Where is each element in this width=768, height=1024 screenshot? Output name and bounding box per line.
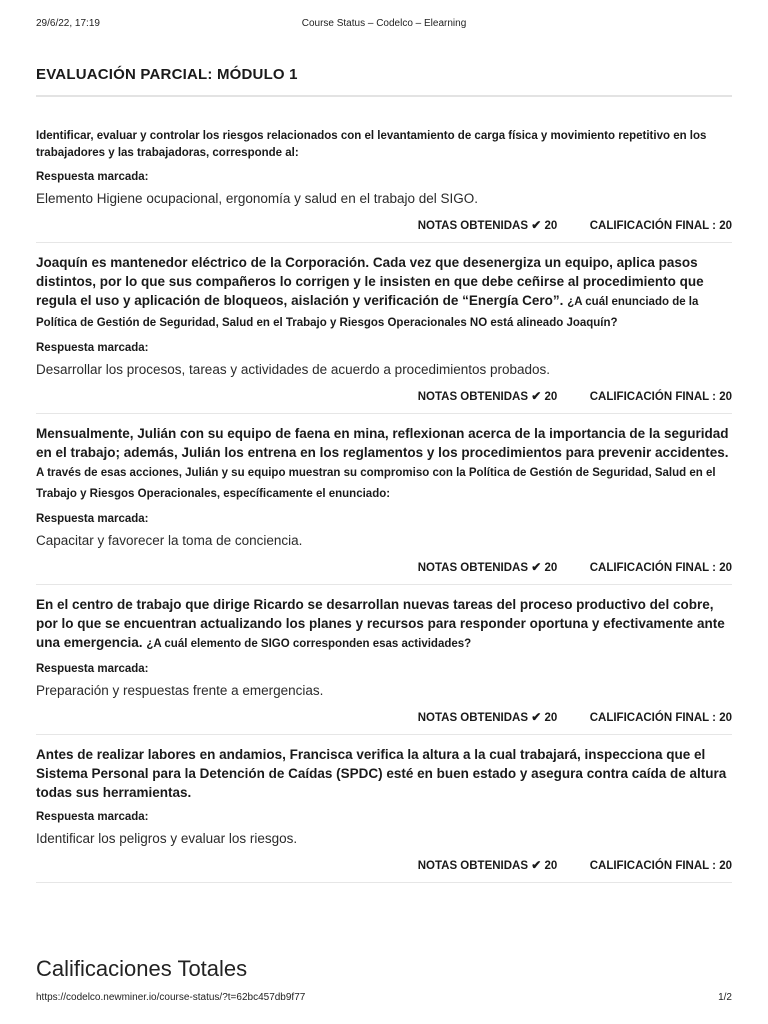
title-divider: [36, 95, 732, 97]
notes-value: 20: [544, 220, 558, 232]
question-prompt: ¿A cuál elemento de SIGO corresponden esas actividades?: [146, 638, 472, 650]
answer-label: Respuesta marcada:: [36, 513, 149, 525]
question-text: [36, 745, 732, 802]
notes-value: 20: [544, 712, 558, 724]
check-icon: ✔: [531, 389, 542, 403]
score-line: [36, 218, 732, 232]
print-date: 29/6/22, 17:19: [36, 18, 100, 29]
notes-label: NOTAS OBTENIDAS: [417, 220, 529, 232]
final-label: CALIFICACIÓN FINAL :: [589, 860, 716, 872]
notes-label: NOTAS OBTENIDAS: [417, 391, 529, 403]
marked-answer: Identificar los peligros y evaluar los riesgos.: [36, 831, 298, 846]
totals-heading: Calificaciones Totales: [36, 956, 248, 981]
notes-value: 20: [544, 391, 558, 403]
question-item: [36, 414, 732, 585]
notes-label: NOTAS OBTENIDAS: [417, 860, 529, 872]
score-line: [36, 389, 732, 403]
final-label: CALIFICACIÓN FINAL :: [589, 712, 716, 724]
answer-label: Respuesta marcada:: [36, 811, 149, 823]
page-title: EVALUACIÓN PARCIAL: MÓDULO 1: [36, 66, 298, 83]
marked-answer: Elemento Higiene ocupacional, ergonomía y salud en el trabajo del SIGO.: [36, 191, 479, 206]
page-number: 1/2: [718, 992, 732, 1003]
notes-value: 20: [544, 860, 558, 872]
final-value: 20: [719, 860, 732, 872]
answer-label: Respuesta marcada:: [36, 342, 149, 354]
question-item: [36, 118, 732, 243]
final-label: CALIFICACIÓN FINAL :: [589, 220, 716, 232]
question-prompt: ¿A cuál enunciado de la Política de Gestión de Seguridad, Salud en el Trabajo y Riesgos Operacionales NO está alineado Joaquín?: [36, 296, 699, 329]
marked-answer: Preparación y respuestas frente a emergencias.: [36, 683, 324, 698]
marked-answer: Capacitar y favorecer la toma de conciencia.: [36, 533, 303, 548]
check-icon: ✔: [531, 858, 542, 872]
question-item: [36, 735, 732, 883]
question-statement: En el centro de trabajo que dirige Ricardo se desarrollan nuevas tareas del proceso productivo del cobre, por lo que se encuentran actualizando los planes y recursos para responder oportuna y efectivamente ante una emergencia.: [36, 597, 725, 650]
question-prompt: Identificar, evaluar y controlar los riesgos relacionados con el levantamiento de carga física y movimiento repetitivo en los trabajadores y las trabajadoras, corresponde al:: [36, 130, 707, 159]
question-statement: Antes de realizar labores en andamios, Francisca verifica la altura a la cual trabajará, inspecciona que el Sistema Personal para la Detención de Caídas (SPDC) esté en buen estado y asegura contra caída de altura todas sus herramientas.: [36, 747, 727, 800]
question-item: [36, 585, 732, 735]
notes-label: NOTAS OBTENIDAS: [417, 562, 529, 574]
final-value: 20: [719, 391, 732, 403]
print-header: [36, 18, 732, 32]
score-line: [36, 560, 732, 574]
check-icon: ✔: [531, 710, 542, 724]
check-icon: ✔: [531, 218, 542, 232]
score-line: [36, 710, 732, 724]
notes-label: NOTAS OBTENIDAS: [417, 712, 529, 724]
print-page-title: Course Status – Codelco – Elearning: [301, 18, 467, 29]
question-text: [36, 595, 732, 654]
question-statement: Mensualmente, Julián con su equipo de faena en mina, reflexionan acerca de la importancia de la seguridad en el trabajo; además, Julián los entrena en los reglamentos y los procedimientos para prevenir accidentes.: [36, 426, 729, 460]
question-text: [36, 253, 732, 333]
marked-answer: Desarrollar los procesos, tareas y actividades de acuerdo a procedimientos probados.: [36, 362, 551, 377]
answer-label: Respuesta marcada:: [36, 663, 149, 675]
score-line: [36, 858, 732, 872]
question-prompt: A través de esas acciones, Julián y su equipo muestran su compromiso con la Política de Gestión de Seguridad, Salud en el Trabajo y Riesgos Operacionales, específicamente el enunciado:: [36, 467, 716, 500]
notes-value: 20: [544, 562, 558, 574]
question-text: [36, 424, 732, 504]
final-label: CALIFICACIÓN FINAL :: [589, 391, 716, 403]
final-value: 20: [719, 712, 732, 724]
question-text: [36, 128, 732, 162]
question-item: [36, 243, 732, 414]
answer-label: Respuesta marcada:: [36, 171, 149, 183]
question-statement: Joaquín es mantenedor eléctrico de la Corporación. Cada vez que desenergiza un equipo, aplica pasos distintos, por lo que sus compañeros lo corrigen y le insisten en que debe ceñirse al procedimiento que regula el uso y aplicación de bloqueos, aislación y verificación de “Energía Cero”.: [36, 255, 704, 308]
final-value: 20: [719, 562, 732, 574]
final-value: 20: [719, 220, 732, 232]
final-label: CALIFICACIÓN FINAL :: [589, 562, 716, 574]
question-list: [36, 118, 732, 883]
page-url: https://codelco.newminer.io/course-status/?t=62bc457db9f77: [36, 992, 306, 1003]
check-icon: ✔: [531, 560, 542, 574]
